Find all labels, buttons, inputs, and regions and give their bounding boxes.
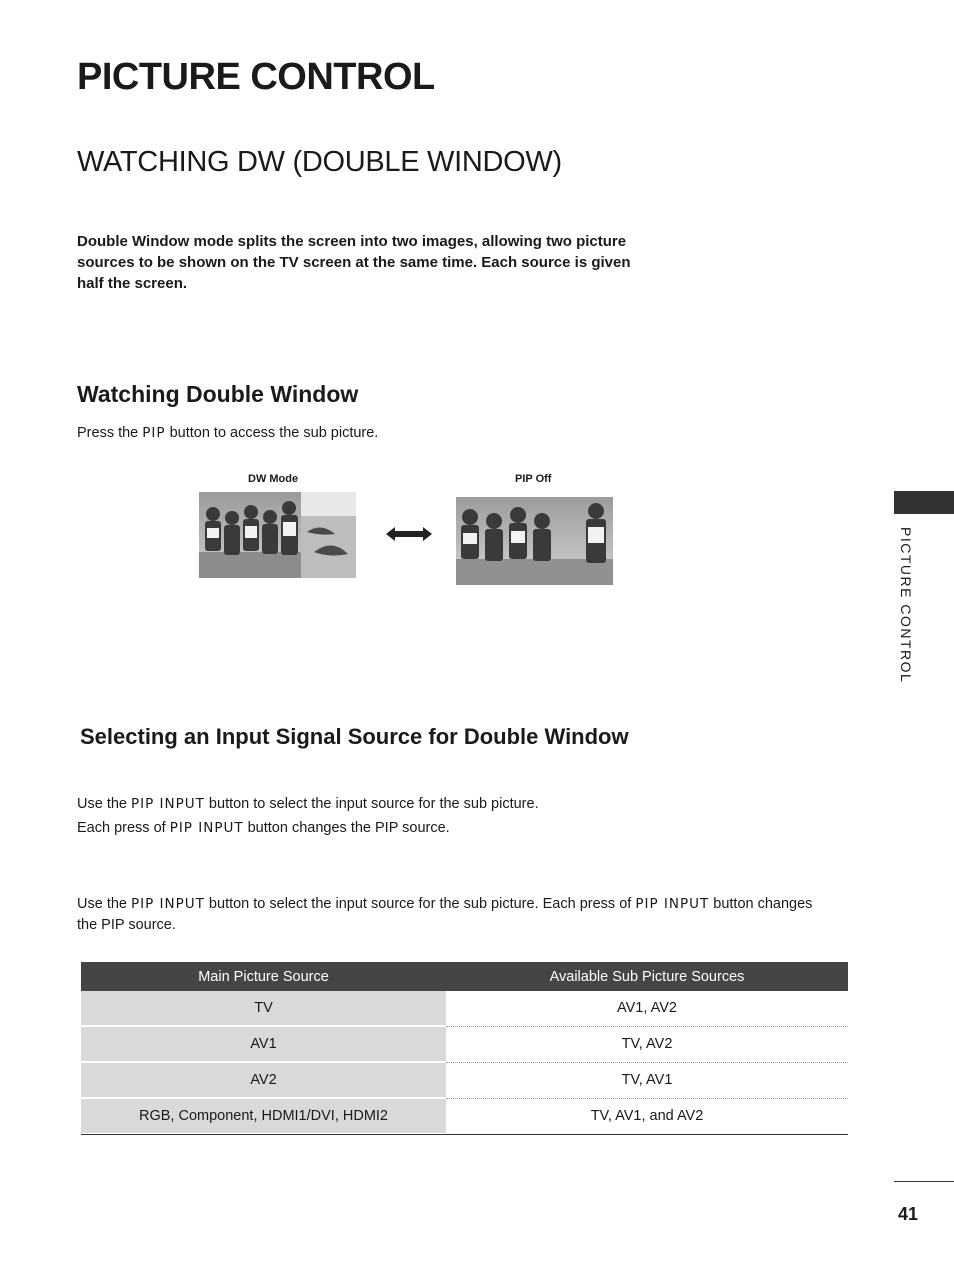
table-row (81, 1026, 848, 1062)
side-tab-text: PICTURE CONTROL (898, 527, 914, 684)
caption-dw-mode: DW Mode (248, 473, 299, 485)
table-bottom-rule (81, 1134, 848, 1135)
pip-instruction-pre: Press the (77, 425, 143, 441)
sub-sources-cell: TV, AV2 (446, 1026, 848, 1062)
para-post: button changes the PIP source. (77, 896, 813, 933)
line2-post: button changes the PIP source. (243, 820, 450, 836)
main-source-cell: TV (81, 991, 446, 1026)
sub-sources-cell: TV, AV1, and AV2 (590, 1107, 704, 1124)
pip-input-key: PIP INPUT (635, 896, 710, 912)
pip-off-image (456, 497, 613, 585)
pip-key: PIP (142, 425, 166, 441)
pip-input-paragraph (77, 894, 817, 936)
dw-mode-image (199, 492, 356, 578)
pip-input-line1 (77, 794, 539, 815)
table-row (81, 991, 848, 1026)
line1-post: button to select the input source for the sub picture. (204, 796, 539, 812)
pip-input-key: PIP INPUT (131, 896, 205, 912)
line1-pre: Use the (77, 796, 131, 812)
pip-instruction (77, 423, 378, 444)
sub-sources-cell: TV, AV1 (446, 1062, 848, 1098)
footer-rule (894, 1181, 954, 1182)
pip-input-key: PIP INPUT (169, 820, 244, 836)
section-heading-selecting: Selecting an Input Signal Source for Double Window (80, 724, 629, 749)
main-source-cell: AV2 (81, 1062, 446, 1098)
table-row (81, 1098, 848, 1133)
section-heading-watching: Watching Double Window (77, 381, 359, 407)
page-number: 41 (897, 1204, 918, 1224)
intro-paragraph: Double Window mode splits the screen into two images, allowing two picture sources to be shown on the TV screen at the same time. Each source is given half the screen. (77, 233, 631, 292)
header-main-source: Main Picture Source (81, 962, 446, 991)
side-tab-marker (894, 491, 954, 514)
side-tab-label (894, 527, 916, 697)
sub-sources-cell: AV1, AV2 (446, 991, 848, 1026)
source-table (81, 962, 848, 1133)
main-source-cell: AV1 (81, 1026, 446, 1062)
line2-pre: Each press of (77, 820, 170, 836)
caption-pip-off: PIP Off (515, 473, 552, 485)
main-source-cell: RGB, Component, HDMI1/DVI, HDMI2 (81, 1098, 446, 1133)
para-mid: button to select the input source for the sub picture. Each press of (204, 896, 636, 912)
page-subtitle: WATCHING DW (DOUBLE WINDOW) (77, 146, 562, 178)
para-pre: Use the (77, 896, 131, 912)
double-arrow-icon (386, 526, 432, 542)
pip-instruction-post: button to access the sub picture. (165, 425, 379, 441)
pip-input-line2 (77, 818, 450, 839)
pip-input-key: PIP INPUT (131, 796, 205, 812)
table-header-row (81, 962, 848, 991)
header-sub-sources: Available Sub Picture Sources (446, 962, 848, 991)
table-row (81, 1062, 848, 1098)
page-title: PICTURE CONTROL (77, 56, 435, 98)
